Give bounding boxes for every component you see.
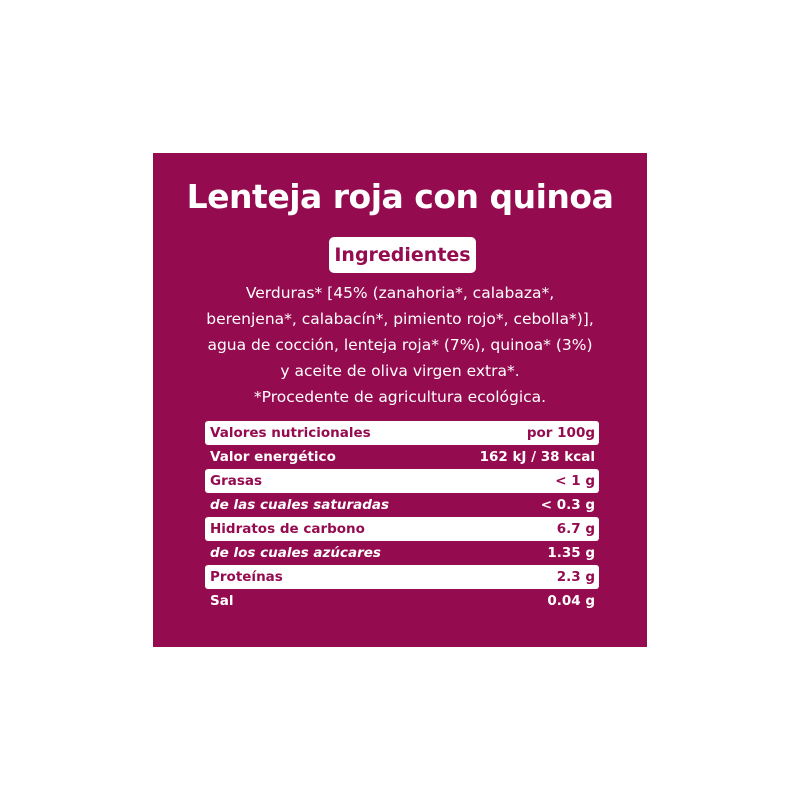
ingredients-list (163, 280, 637, 410)
nutrition-value: 6.7 g (556, 521, 595, 537)
nutrition-row-carbs (205, 517, 599, 541)
nutrition-row-salt (205, 589, 599, 613)
ingredients-footnote: *Procedente de agricultura ecológica. (253, 388, 547, 406)
nutrition-row-saturated (205, 493, 599, 517)
ingredients-heading-badge (329, 237, 476, 273)
ingredients-line: y aceite de oliva virgen extra*. (280, 362, 520, 380)
product-label-card (153, 153, 647, 647)
nutrition-label: de las cuales saturadas (210, 497, 390, 513)
nutrition-value: 0.04 g (547, 593, 595, 609)
nutrition-label: Proteínas (210, 569, 283, 585)
nutrition-row-protein (205, 565, 599, 589)
nutrition-header-row (205, 421, 599, 445)
nutrition-value: 162 kJ / 38 kcal (479, 449, 595, 465)
nutrition-value: < 0.3 g (540, 497, 595, 513)
nutrition-label: Hidratos de carbono (210, 521, 365, 537)
ingredients-heading: Ingredientes (334, 244, 471, 266)
ingredients-line: agua de cocción, lenteja roja* (7%), quinoa* (3%) (207, 336, 593, 354)
ingredients-line: Verduras* [45% (zanahoria*, calabaza*, (245, 284, 555, 302)
nutrition-row-fat (205, 469, 599, 493)
nutrition-label: Grasas (210, 473, 263, 489)
ingredients-line: berenjena*, calabacín*, pimiento rojo*, cebolla*)], (206, 310, 594, 328)
nutrition-value: < 1 g (555, 473, 595, 489)
nutrition-value: 1.35 g (547, 545, 595, 561)
nutrition-row-energy (205, 445, 599, 469)
nutrition-value: por 100g (526, 425, 595, 441)
nutrition-label: de los cuales azúcares (210, 545, 381, 561)
nutrition-label: Valores nutricionales (210, 425, 371, 441)
nutrition-row-sugars (205, 541, 599, 565)
product-title: Lenteja roja con quinoa (186, 177, 614, 216)
nutrition-table (205, 421, 599, 613)
nutrition-label: Sal (210, 593, 234, 609)
nutrition-label: Valor energético (210, 449, 336, 465)
nutrition-value: 2.3 g (556, 569, 595, 585)
